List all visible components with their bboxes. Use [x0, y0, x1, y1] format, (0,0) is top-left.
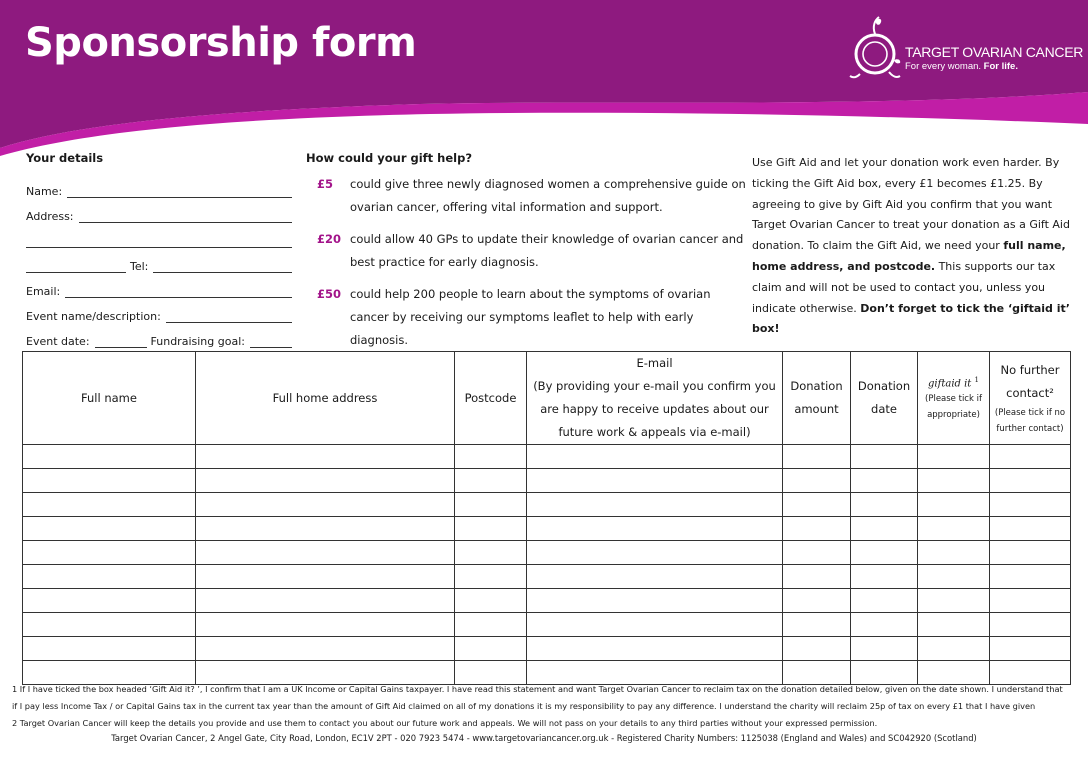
address-field-2[interactable] [26, 235, 292, 248]
header-banner [0, 0, 1088, 160]
cell-date[interactable] [851, 565, 918, 589]
email-label: Email: [26, 285, 61, 298]
table-row [23, 517, 1071, 541]
gift-text: could help 200 people to learn about the symptoms of ovarian [350, 287, 711, 301]
cell-date[interactable] [851, 541, 918, 565]
footnote-2: 2 Target Ovarian Cancer will keep the details you provide and use them to contact you about our future work and appeals. We will not pass on your details to any third parties without your expressed permission. [12, 718, 878, 728]
cell-name[interactable] [23, 517, 196, 541]
cell-postcode[interactable] [455, 445, 527, 469]
event-field[interactable] [166, 310, 292, 323]
cell-postcode[interactable] [455, 589, 527, 613]
gift-aid-text-1: Use Gift Aid and let your donation work even harder. By ticking the Gift Aid box, every £1 becomes £1.25. By agreeing to give by Gift Aid you confirm that you want Target Ovarian Cancer to treat your donation as a Gift Aid donation. To claim the Gift Aid, we need your [752, 156, 1070, 253]
gift-amount: £50 [317, 287, 342, 301]
sponsor-table [22, 351, 1071, 685]
name-field[interactable] [67, 185, 292, 198]
footnotes [12, 681, 1082, 732]
cell-name[interactable] [23, 637, 196, 661]
cell-no-contact[interactable] [990, 565, 1071, 589]
table-row [23, 589, 1071, 613]
col-postcode: Postcode [455, 352, 527, 445]
tel-label: Tel: [130, 260, 149, 273]
your-details-section [26, 151, 292, 348]
cell-no-contact[interactable] [990, 445, 1071, 469]
cell-name[interactable] [23, 493, 196, 517]
cell-email[interactable] [527, 541, 783, 565]
address-label: Address: [26, 210, 74, 223]
cell-name[interactable] [23, 613, 196, 637]
cell-giftaid[interactable] [918, 637, 990, 661]
cell-email[interactable] [527, 637, 783, 661]
cell-name[interactable] [23, 541, 196, 565]
cell-giftaid[interactable] [918, 469, 990, 493]
col-address: Full home address [196, 352, 455, 445]
cell-amount[interactable] [783, 493, 851, 517]
cell-no-contact[interactable] [990, 541, 1071, 565]
cell-amount[interactable] [783, 517, 851, 541]
cell-address[interactable] [196, 517, 455, 541]
address-row [26, 198, 292, 223]
cell-amount[interactable] [783, 613, 851, 637]
cell-email[interactable] [527, 517, 783, 541]
gift-text: best practice for early diagnosis. [350, 255, 539, 269]
cell-giftaid[interactable] [918, 589, 990, 613]
event-label: Event name/description: [26, 310, 161, 323]
event-date-row [26, 323, 292, 348]
cell-name[interactable] [23, 589, 196, 613]
logo-tagline: For every woman. For life. [905, 61, 1018, 72]
cell-no-contact[interactable] [990, 637, 1071, 661]
cell-no-contact[interactable] [990, 517, 1071, 541]
cell-amount[interactable] [783, 541, 851, 565]
cell-giftaid[interactable] [918, 613, 990, 637]
cell-no-contact[interactable] [990, 589, 1071, 613]
gift-item [306, 228, 746, 274]
col-no-contact: No further contact² (Please tick if no further contact) [990, 352, 1071, 445]
cell-address[interactable] [196, 637, 455, 661]
cell-address[interactable] [196, 589, 455, 613]
goal-field[interactable] [250, 335, 292, 348]
giftaid-logo-icon: giftaid it $^1$ [928, 375, 979, 390]
cell-amount[interactable] [783, 565, 851, 589]
cell-address[interactable] [196, 445, 455, 469]
gift-help-section [306, 151, 746, 361]
cell-address[interactable] [196, 469, 455, 493]
ribbon-logo-icon [845, 14, 905, 84]
cell-date[interactable] [851, 637, 918, 661]
cell-postcode[interactable] [455, 565, 527, 589]
cell-giftaid[interactable] [918, 541, 990, 565]
cell-email[interactable] [527, 445, 783, 469]
footnote-1: 1 If I have ticked the box headed ‘Gift Aid it? ’, I confirm that I am a UK Income or Capital Gains taxpayer. I have read this statement and want Target Ovarian Cancer to reclaim tax on the donation detailed below, given on the date shown. I understand that [12, 684, 1063, 694]
gift-item [306, 283, 746, 352]
page-title: Sponsorship form [25, 20, 417, 66]
no-contact-note: (Please tick if no further contact) [994, 408, 1066, 434]
goal-label: Fundraising goal: [150, 335, 245, 348]
details-heading: Your details [26, 151, 104, 165]
footer-address: Target Ovarian Cancer, 2 Angel Gate, City Road, London, EC1V 2PT - 020 7923 5474 - www.targetovariancancer.org.uk - Registered Charity Numbers: 1125038 (England and Wales) and SC042920 (Scotland) [111, 733, 977, 743]
table-body [23, 445, 1071, 685]
gift-amount: £5 [317, 177, 334, 191]
gift-item [306, 173, 746, 219]
gift-aid-bold-2: Don’t forget to tick the ‘giftaid it’ box! [752, 301, 1070, 336]
gift-text: could allow 40 GPs to update their knowledge of ovarian cancer and [350, 232, 744, 246]
cell-email[interactable] [527, 589, 783, 613]
cell-no-contact[interactable] [990, 469, 1071, 493]
tel-field[interactable] [153, 260, 292, 273]
cell-email[interactable] [527, 613, 783, 637]
gift-text: cancer by receiving our symptoms leaflet to help with early diagnosis. [350, 310, 694, 347]
footnote-1-cont: if I pay less Income Tax / or Capital Gains tax in the current tax year than the amount of Gift Aid claimed on all of my donations it is my responsibility to pay any difference. I understand the charity will reclaim 25p of tax on every £1 that I have given [12, 701, 1036, 711]
cell-date[interactable] [851, 517, 918, 541]
cell-date[interactable] [851, 469, 918, 493]
cell-postcode[interactable] [455, 613, 527, 637]
cell-address[interactable] [196, 541, 455, 565]
gift-text: could give three newly diagnosed women a comprehensive guide on [350, 177, 746, 191]
cell-address[interactable] [196, 613, 455, 637]
cell-name[interactable] [23, 565, 196, 589]
name-row [26, 173, 292, 198]
tel-row [26, 248, 292, 273]
event-date-field[interactable] [95, 335, 147, 348]
email-consent-note: (By providing your e-mail you confirm you are happy to receive updates about our future work & appeals via e-mail) [533, 379, 776, 439]
cell-email[interactable] [527, 565, 783, 589]
cell-name[interactable] [23, 445, 196, 469]
col-email: E-mail (By providing your e-mail you confirm you are happy to receive updates about our future work & appeals via e-mail) [527, 352, 783, 445]
event-date-label: Event date: [26, 335, 90, 348]
cell-address[interactable] [196, 493, 455, 517]
logo-name: TARGET OVARIAN CANCER [905, 44, 1084, 60]
table-row [23, 637, 1071, 661]
col-date: Donation date [851, 352, 918, 445]
cell-postcode[interactable] [455, 469, 527, 493]
gift-aid-text-2: This supports our tax claim and will not be used to contact you, unless you indicate otherwise. [752, 259, 1056, 315]
col-giftaid [918, 352, 990, 445]
email-field[interactable] [65, 285, 292, 298]
cell-amount[interactable] [783, 445, 851, 469]
giftaid-note: (Please tick if appropriate) [925, 394, 982, 421]
table-row [23, 565, 1071, 589]
cell-email[interactable] [527, 469, 783, 493]
cell-date[interactable] [851, 445, 918, 469]
name-label: Name: [26, 185, 63, 198]
gift-amount: £20 [317, 232, 342, 246]
cell-name[interactable] [23, 469, 196, 493]
cell-date[interactable] [851, 613, 918, 637]
cell-email[interactable] [527, 493, 783, 517]
col-full-name: Full name [23, 352, 196, 445]
table-row [23, 469, 1071, 493]
table-row [23, 613, 1071, 637]
table-row [23, 445, 1071, 469]
address-field[interactable] [79, 210, 292, 223]
gift-heading: How could your gift help? [306, 151, 473, 165]
gift-aid-info [752, 153, 1070, 340]
address-field-3[interactable] [26, 260, 126, 273]
col-amount: Donation amount [783, 352, 851, 445]
table-header-row [23, 352, 1071, 445]
gift-text: ovarian cancer, offering vital information and support. [350, 200, 663, 214]
address-row-2 [26, 223, 292, 248]
cell-date[interactable] [851, 589, 918, 613]
cell-no-contact[interactable] [990, 613, 1071, 637]
cell-date[interactable] [851, 493, 918, 517]
brand-logo [845, 14, 1085, 84]
cell-giftaid[interactable] [918, 493, 990, 517]
cell-postcode[interactable] [455, 517, 527, 541]
email-row [26, 273, 292, 298]
cell-address[interactable] [196, 565, 455, 589]
cell-amount[interactable] [783, 589, 851, 613]
cell-postcode[interactable] [455, 637, 527, 661]
gift-aid-bold-1: full name, home address, and postcode. [752, 239, 1066, 273]
cell-giftaid[interactable] [918, 517, 990, 541]
table-row [23, 541, 1071, 565]
event-row [26, 298, 292, 323]
table-row [23, 493, 1071, 517]
cell-postcode[interactable] [455, 493, 527, 517]
cell-no-contact[interactable] [990, 493, 1071, 517]
cell-postcode[interactable] [455, 541, 527, 565]
cell-amount[interactable] [783, 637, 851, 661]
cell-giftaid[interactable] [918, 445, 990, 469]
cell-amount[interactable] [783, 469, 851, 493]
cell-giftaid[interactable] [918, 565, 990, 589]
